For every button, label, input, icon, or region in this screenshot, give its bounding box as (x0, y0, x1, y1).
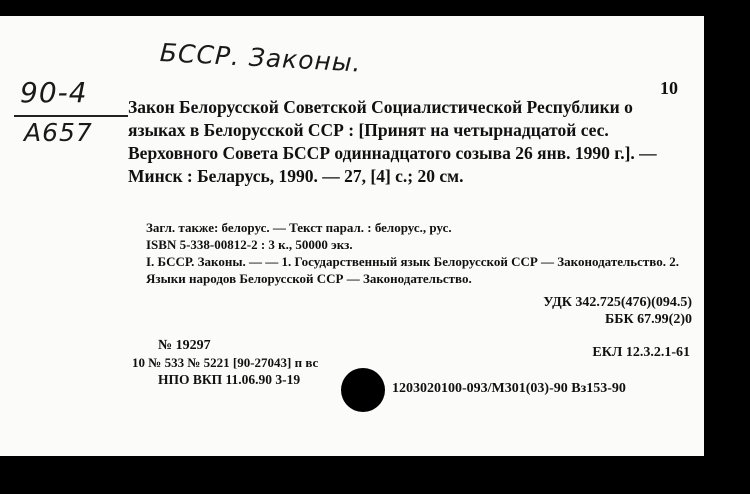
punch-hole (341, 368, 385, 412)
bibliographic-description: Закон Белорусской Советской Социалистической Республики о языках в Белорусской ССР : [Принят на четырнадцатой сес. Верховного Совета БССР одиннадцатого созыва 26 янв. 1990 г.]. — Минск : Беларусь, 1990. — 27, [4] с.; 20 см. (128, 97, 657, 186)
publishing-line-2: НПО ВКП 11.06.90 3-19 (158, 372, 301, 387)
udk-code: УДК 342.725(476)(094.5) (543, 295, 692, 310)
bbk-code: ББК 67.99(2)0 (605, 312, 692, 327)
handwritten-call-number-bottom: A657 (24, 118, 93, 147)
classification-block (543, 294, 692, 328)
handwritten-subject-heading: БССР. Законы. (159, 38, 363, 78)
publishing-line-1: 10 № 533 № 5221 [90-27043] п вс (132, 355, 319, 370)
publication-code: 1203020100-093/М301(03)-90 Вз153-90 (392, 381, 626, 396)
inventory-number: № 19297 (158, 338, 211, 353)
title-note: Загл. также: белорус. — Текст парал. : белорус., рус. (146, 220, 452, 235)
subject-tracings: I. БССР. Законы. — — 1. Государственный язык Белорусской ССР — Законодательство. 2. Языки народов Белорусской ССР — Законодательство. (146, 254, 679, 286)
card-number: 10 (660, 78, 678, 98)
notes-section (128, 219, 693, 287)
call-number-divider (14, 115, 128, 117)
handwritten-call-number-top: 90-4 (20, 76, 88, 109)
ekl-code: ЕКЛ 12.3.2.1-61 (592, 345, 690, 360)
isbn-line: ISBN 5-338-00812-2 : 3 к., 50000 экз. (146, 237, 353, 252)
catalog-card (0, 16, 704, 456)
